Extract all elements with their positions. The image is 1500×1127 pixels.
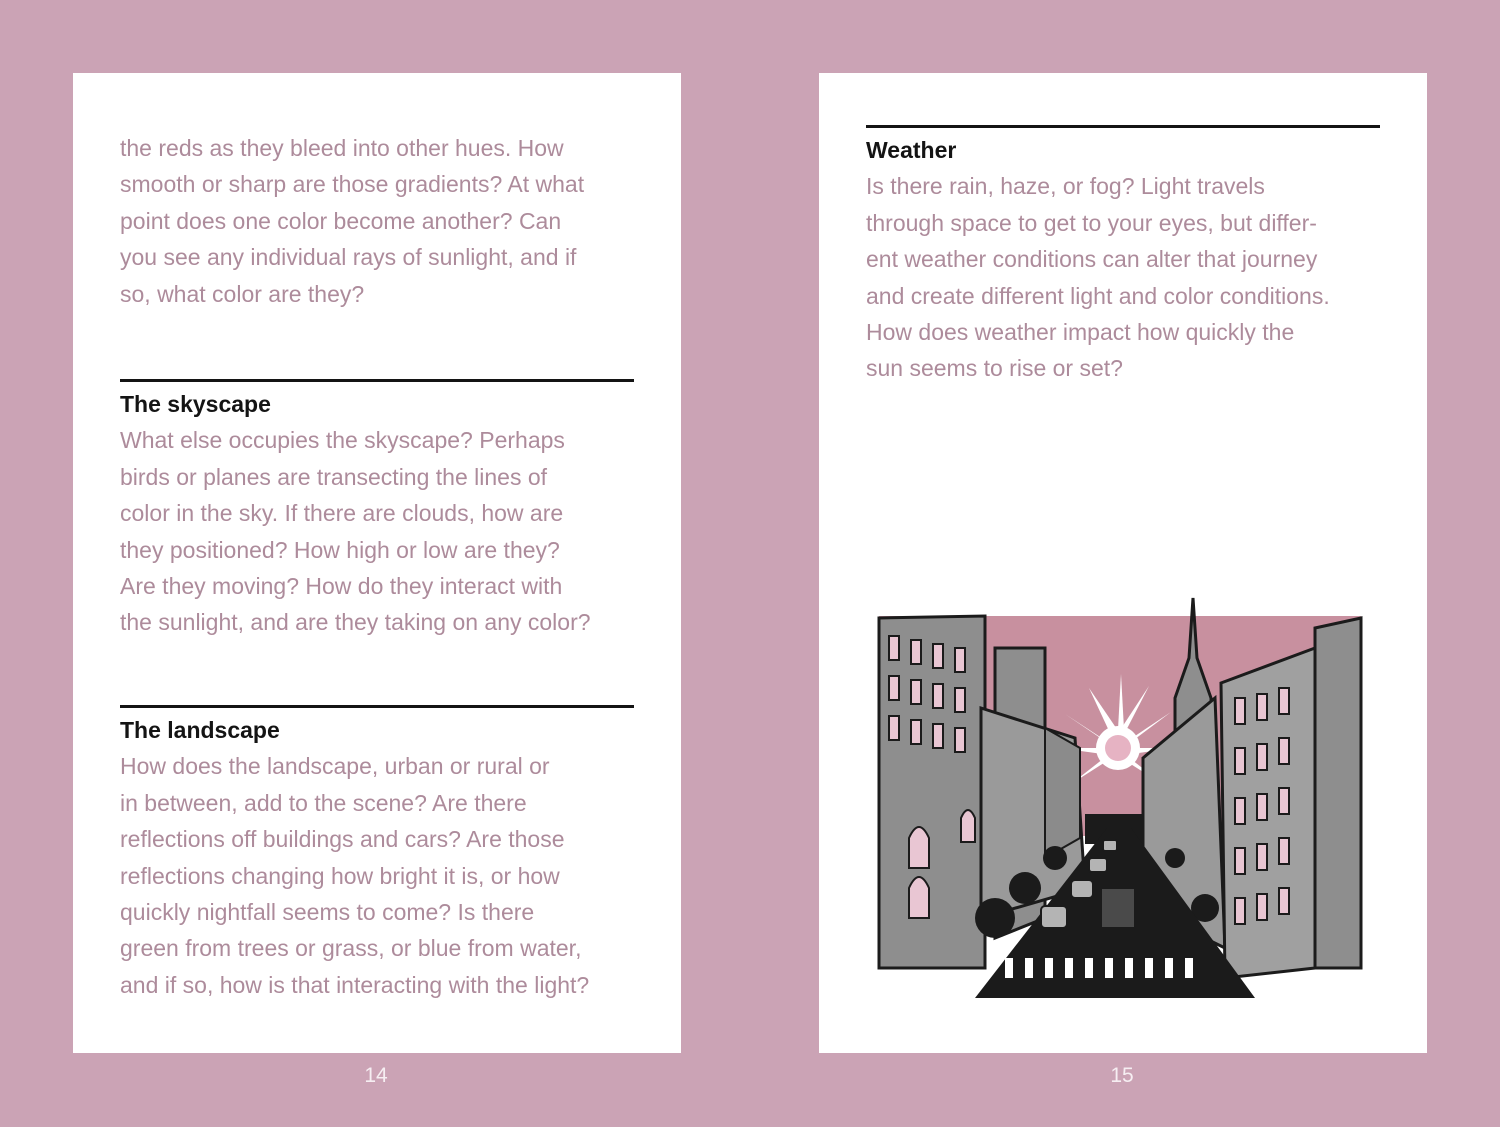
text-line: reflections off buildings and cars? Are those [120,826,565,853]
text-line: How does the landscape, urban or rural or [120,753,550,780]
text-line: smooth or sharp are those gradients? At what [120,171,585,198]
text-line: How does weather impact how quickly the [866,319,1295,346]
text-line: What else occupies the skyscape? Perhaps [120,427,565,454]
text-line: the reds as they bleed into other hues. How [120,135,564,161]
text-line: color in the sky. If there are clouds, how are [120,500,564,527]
right-page [819,73,1427,1053]
text-line: and create different light and color conditions. [866,282,1330,309]
text-line: point does one color become another? Can [120,207,562,234]
section-landscape [120,705,634,1003]
section-heading: Weather [866,137,957,163]
text-line: the sunlight, and are they taking on any color? [120,609,591,636]
text-line: ent weather conditions can alter that journey [866,246,1318,273]
text-line: Is there rain, haze, or fog? Light travels [866,173,1265,200]
text-line: birds or planes are transecting the lines of [120,463,548,490]
page-number-left: 14 [364,1064,388,1087]
text-line: Are they moving? How do they interact with [120,573,563,600]
section-heading: The skyscape [120,391,271,417]
text-line: they positioned? How high or low are they? [120,536,560,563]
text-line: sun seems to rise or set? [866,355,1123,382]
text-line: green from trees or grass, or blue from water, [120,935,582,962]
intro-paragraph [120,130,634,312]
text-line: and if so, how is that interacting with the light? [120,971,590,998]
text-line: you see any individual rays of sunlight, and if [120,244,577,271]
text-line: in between, add to the scene? Are there [120,789,527,816]
text-line: quickly nightfall seems to come? Is there [120,899,535,926]
text-line: reflections changing how bright it is, or how [120,862,560,889]
text-line: through space to get to your eyes, but differ- [866,209,1317,236]
section-skyscape [120,379,634,641]
left-page [73,73,681,1053]
section-heading: The landscape [120,717,280,743]
section-weather [866,125,1380,387]
city-street-sunset-illustration [875,588,1365,998]
text-line: so, what color are they? [120,280,365,307]
page-number-right: 15 [1110,1064,1134,1087]
truck [1101,888,1135,928]
sun-core [1105,735,1131,761]
